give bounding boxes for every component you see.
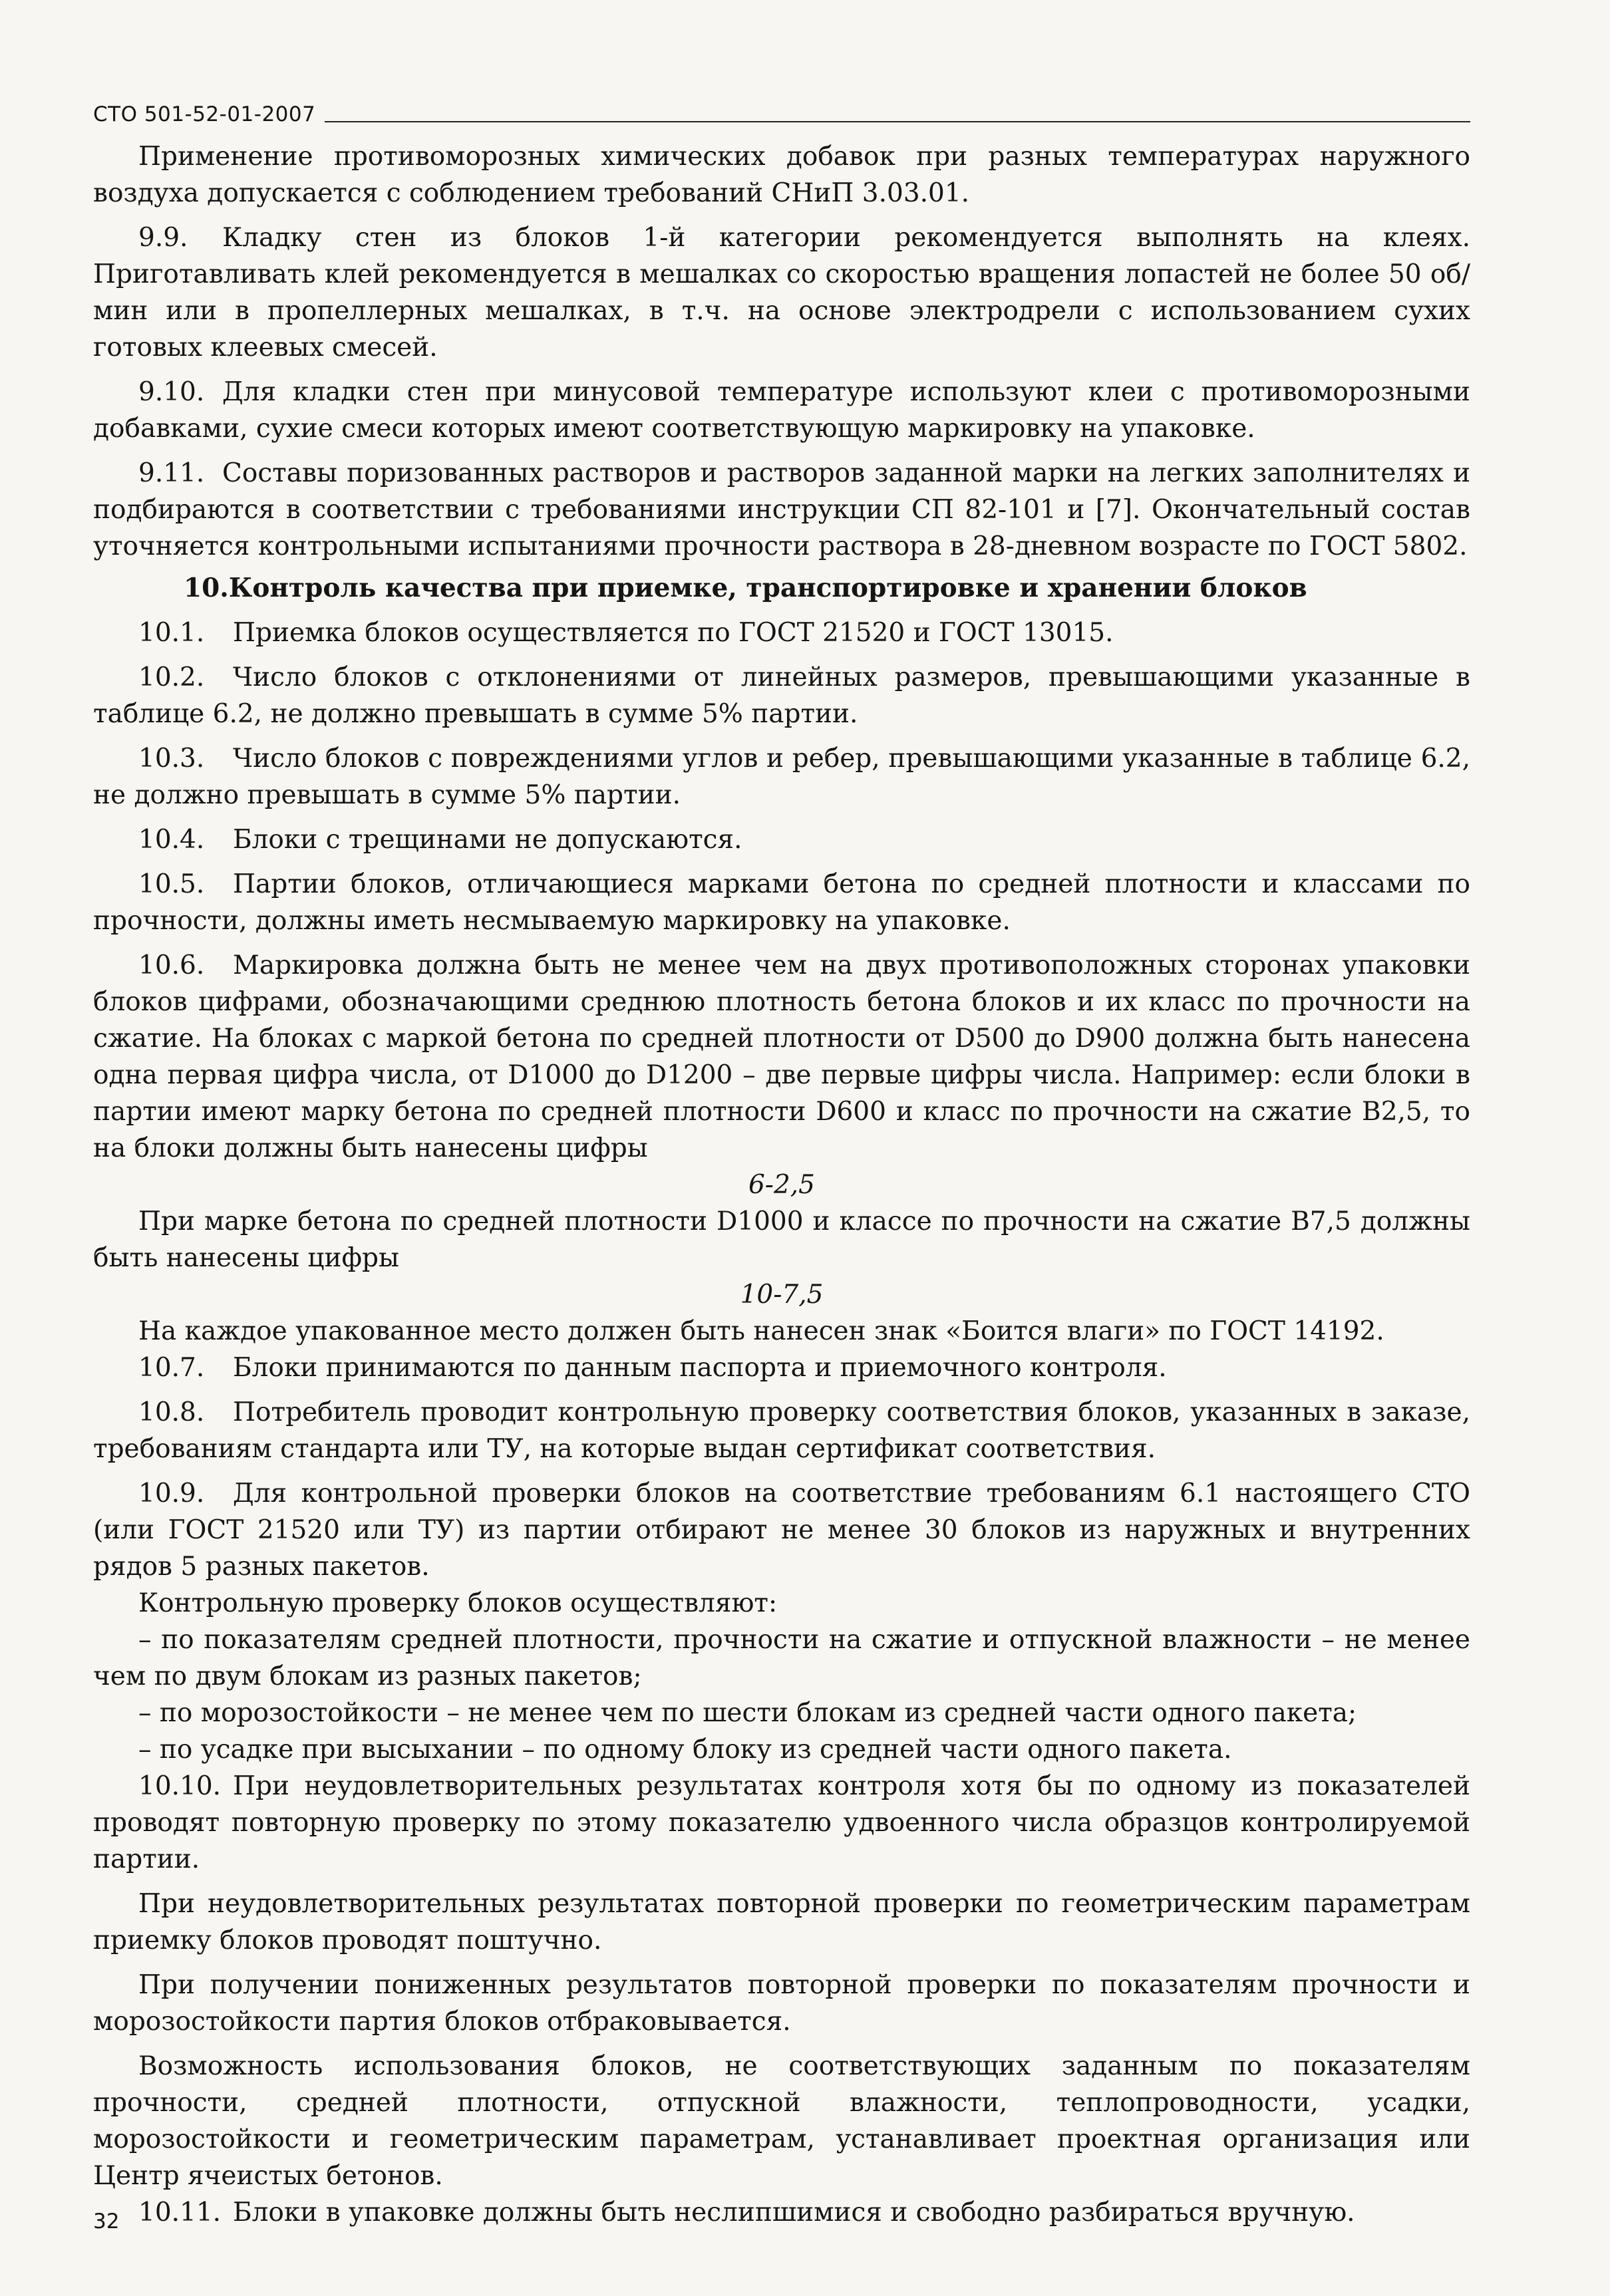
list-item: – по показателям средней плотности, прочности на сжатие и отпускной влажности – не менее чем по двум блокам из разных пакетов; [93, 1625, 1470, 1691]
marking-example-1: 6-2,5 [748, 1170, 815, 1200]
header-rule [325, 121, 1470, 122]
paragraph-antifreeze [93, 138, 1470, 212]
clause-number: 10.6. [138, 950, 205, 980]
list-item: – по усадке при высыхании – по одному блоку из средней части одного пакета. [138, 1735, 1232, 1765]
clause-text: Маркировка должна быть не менее чем на двух противоположных сторонах упаковки блоков цифрами, обозначающими среднюю плотность бетона блоков и их класс по прочности на сжатие. На блоках с маркой бетона по средней плотности от D500 до D900 должна быть нанесена одна первая цифра числа, от D1000 до D1200 – две первые цифры числа. Например: если блоки в партии имеют марку бетона по средней плотности D600 и класс по прочности на сжатие В2,5, то на блоки должны быть нанесены цифры [93, 950, 1470, 1163]
clause-text: Кладку стен из блоков 1-й категории рекомендуется выполнять на клеях. Приготавливать клей рекомендуется в мешалках со скоростью вращения лопастей не более 50 об/мин или в пропеллерных мешалках, в т.ч. на основе электродрели с использованием сухих готовых клеевых смесей. [93, 223, 1470, 362]
clause-number: 10.5. [138, 869, 205, 899]
page-number: 32 [93, 2210, 120, 2233]
clause-10-6 [93, 947, 1470, 1167]
clause-text: Число блоков с повреждениями углов и ребер, превышающими указанные в таблице 6.2, не должно превышать в сумме 5% партии. [93, 744, 1470, 810]
clause-number: 10.1. [138, 618, 205, 648]
clause-number: 9.9. [138, 223, 188, 253]
clause-text: Потребитель проводит контрольную проверку соответствия блоков, указанных в заказе, требованиям стандарта или ТУ, на которые выдан сертификат соответствия. [93, 1397, 1470, 1464]
section-title: Контроль качества при приемке, транспортировке и хранении блоков [228, 573, 1307, 603]
paragraph-text: Применение противоморозных химических добавок при разных температурах наружного воздуха допускается с соблюдением требований СНиП 3.03.01. [93, 142, 1470, 208]
clause-10-1 [93, 615, 1470, 651]
clause-text: Для контрольной проверки блоков на соответствие требованиям 6.1 настоящего СТО (или ГОСТ 21520 или ТУ) из партии отбирают не менее 30 блоков из наружных и внутренних рядов 5 разных пакетов. [93, 1479, 1470, 1582]
clause-10-7 [93, 1350, 1470, 1386]
clause-10-10 [93, 1768, 1470, 1878]
clause-text: Для кладки стен при минусовой температуре используют клеи с противоморозными добавками, сухие смеси которых имеют соответствующую маркировку на упаковке. [93, 377, 1470, 444]
clause-9-9 [93, 219, 1470, 366]
clause-10-5 [93, 866, 1470, 939]
paragraph-control-intro: Контрольную проверку блоков осуществляют: [138, 1588, 778, 1618]
clause-number: 10.10. [138, 1771, 222, 1801]
marking-example-2: 10-7,5 [740, 1280, 824, 1310]
paragraph-geometry: При неудовлетворительных результатах повторной проверки по геометрическим параметрам приемку блоков проводят поштучно. [93, 1889, 1470, 1955]
clause-text: Блоки принимаются по данным паспорта и приемочного контроля. [233, 1353, 1167, 1383]
clause-9-11 [93, 455, 1470, 565]
clause-10-4 [93, 821, 1470, 858]
clause-text: Составы поризованных растворов и растворов заданной марки на легких заполнителях и подбираются в соответствии с требованиями инструкции СП 82-101 и [7]. Окончательный состав уточняется контрольными испытаниями прочности раствора в 28-дневном возрасте по ГОСТ 5802. [93, 458, 1470, 561]
clause-number: 9.11. [138, 458, 205, 488]
document-code: СТО 501-52-01-2007 [93, 102, 316, 126]
clause-9-10 [93, 374, 1470, 447]
clause-text: Партии блоков, отличающиеся марками бетона по средней плотности и классами по прочности, должны иметь несмываемую маркировку на упаковке. [93, 869, 1470, 936]
clause-text: Блоки в упаковке должны быть неслипшимися и свободно разбираться вручную. [233, 2198, 1355, 2227]
section-number: 10. [184, 573, 229, 603]
clause-number: 10.7. [138, 1353, 205, 1383]
clause-text: При неудовлетворительных результатах контроля хотя бы по одному из показателей проводят повторную проверку по этому показателю удвоенного числа образцов контролируемой партии. [93, 1771, 1470, 1874]
clause-10-11 [93, 2194, 1470, 2231]
clause-number: 10.3. [138, 744, 205, 774]
page-header [93, 93, 1470, 126]
clause-10-8 [93, 1394, 1470, 1467]
paragraph-reject: При получении пониженных результатов повторной проверки по показателям прочности и морозостойкости партия блоков отбраковывается. [93, 1970, 1470, 2037]
clause-10-3 [93, 740, 1470, 813]
clause-10-9 [93, 1475, 1470, 1585]
clause-number: 10.11. [138, 2198, 222, 2227]
paragraph-possibility: Возможность использования блоков, не соответствующих заданным по показателям прочности, средней плотности, отпускной влажности, теплопроводности, усадки, морозостойкости и геометрическим параметрам, устанавливает проектная организация или Центр ячеистых бетонов. [93, 2051, 1470, 2191]
clause-number: 10.4. [138, 825, 205, 855]
clause-number: 10.9. [138, 1479, 205, 1508]
page-body [93, 138, 1470, 2231]
clause-number: 10.2. [138, 662, 205, 692]
clause-text: Блоки с трещинами не допускаются. [233, 825, 742, 855]
paragraph-marking2-intro: При марке бетона по средней плотности D1000 и классе по прочности на сжатие В7,5 должны быть нанесены цифры [93, 1207, 1470, 1273]
clause-number: 10.8. [138, 1397, 205, 1427]
clause-10-2 [93, 659, 1470, 732]
clause-number: 9.10. [138, 377, 205, 407]
list-item: – по морозостойкости – не менее чем по шести блокам из средней части одного пакета; [138, 1698, 1357, 1728]
clause-text: Приемка блоков осуществляется по ГОСТ 21520 и ГОСТ 13015. [233, 618, 1114, 648]
clause-text: Число блоков с отклонениями от линейных размеров, превышающими указанные в таблице 6.2, не должно превышать в сумме 5% партии. [93, 662, 1470, 729]
section-10-heading [93, 570, 1470, 607]
paragraph-moisture-sign: На каждое упакованное место должен быть нанесен знак «Боится влаги» по ГОСТ 14192. [138, 1316, 1384, 1346]
